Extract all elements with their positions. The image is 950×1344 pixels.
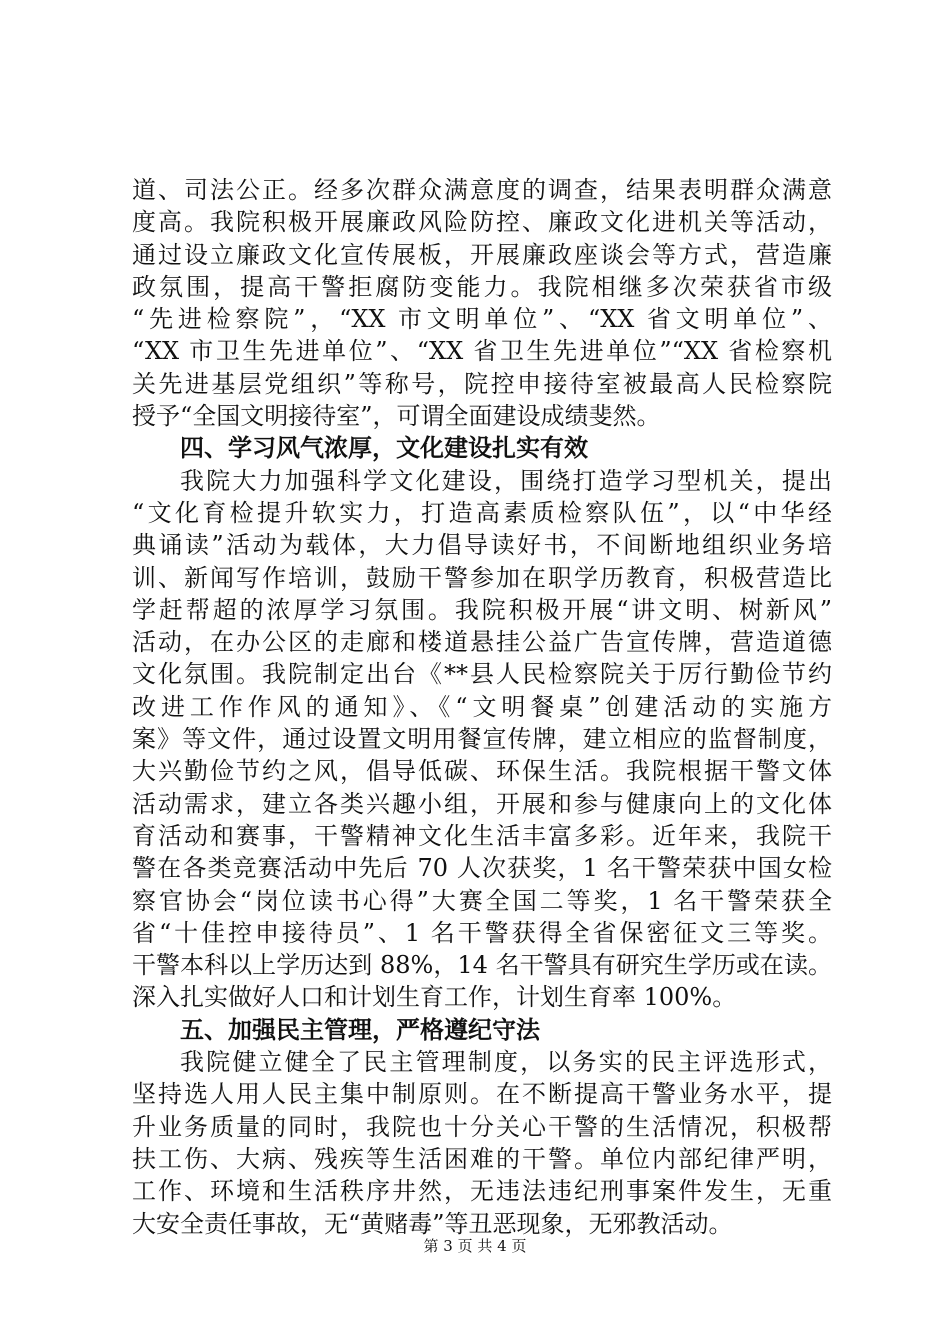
paragraph-line: 坚持选人用人民主集中制原则。在不断提高干警业务水平，提 xyxy=(132,1080,832,1109)
paragraph-line: 大安全责任事故，无“黄赌毒”等丑恶现象，无邪教活动。 xyxy=(132,1209,733,1238)
paragraph-line: 文化氛围。我院制定出台《**县人民检察院关于厉行勤俭节约 xyxy=(132,660,832,689)
paragraph-line: 训、新闻写作培训，鼓励干警参加在职学历教育，积极营造比 xyxy=(132,563,832,592)
paragraph-line: 活动，在办公区的走廊和楼道悬挂公益广告宣传牌，营造道德 xyxy=(132,628,832,657)
paragraph-line: 升业务质量的同时，我院也十分关心干警的生活情况，积极帮 xyxy=(132,1112,832,1141)
section-heading: 四、学习风气浓厚，文化建设扎实有效 xyxy=(180,433,588,463)
paragraph-line: 关先进基层党组织”等称号，院控申接待室被最高人民检察院 xyxy=(132,369,832,398)
paragraph-line: 大兴勤俭节约之风，倡导低碳、环保生活。我院根据干警文体 xyxy=(132,757,832,786)
paragraph-line: “先进检察院”，“XX 市文明单位”、“XX 省文明单位”、 xyxy=(132,305,832,334)
section-heading: 五、加强民主管理，严格遵纪守法 xyxy=(180,1014,540,1044)
paragraph-line: 扶工伤、大病、残疾等生活困难的干警。单位内部纪律严明， xyxy=(132,1144,832,1173)
paragraph-line: 干警本科以上学历达到 88%，14 名干警具有研究生学历或在读。 xyxy=(132,951,832,980)
paragraph-line: 育活动和赛事，干警精神文化生活丰富多彩。近年来，我院干 xyxy=(132,821,832,850)
paragraph-line: “文化育检提升软实力，打造高素质检察队伍”，以“中华经 xyxy=(132,498,832,527)
paragraph-line: 我院大力加强科学文化建设，围绕打造学习型机关，提出 xyxy=(180,466,832,495)
paragraph-line: 察官协会“岗位读书心得”大赛全国二等奖，1 名干警荣获全 xyxy=(132,886,832,915)
paragraph-line: 典诵读”活动为载体，大力倡导读好书，不间断地组织业务培 xyxy=(132,531,832,560)
paragraph-line: “XX 市卫生先进单位”、“XX 省卫生先进单位”“XX 省检察机 xyxy=(132,337,832,366)
paragraph-line: 度高。我院积极开展廉政风险防控、廉政文化进机关等活动， xyxy=(132,208,832,237)
paragraph-line: 授予“全国文明接待室”，可谓全面建设成绩斐然。 xyxy=(132,402,661,431)
paragraph-line: 工作、环境和生活秩序井然，无违法违纪刑事案件发生，无重 xyxy=(132,1177,832,1206)
paragraph-line: 活动需求，建立各类兴趣小组，开展和参与健康向上的文化体 xyxy=(132,789,832,818)
paragraph-line: 我院健立健全了民主管理制度，以务实的民主评选形式， xyxy=(180,1048,832,1077)
paragraph-line: 政氛围，提高干警拒腐防变能力。我院相继多次荣获省市级 xyxy=(132,272,832,301)
paragraph-line: 警在各类竞赛活动中先后 70 人次获奖，1 名干警荣获中国女检 xyxy=(132,854,832,883)
paragraph-line: 学赶帮超的浓厚学习氛围。我院积极开展“讲文明、树新风” xyxy=(132,595,832,624)
paragraph-line: 案》等文件，通过设置文明用餐宣传牌，建立相应的监督制度， xyxy=(132,725,832,754)
document-body xyxy=(132,174,832,1240)
page-footer: 第 3 页 共 4 页 xyxy=(423,1237,527,1255)
paragraph-line: 通过设立廉政文化宣传展板，开展廉政座谈会等方式，营造廉 xyxy=(132,240,832,269)
paragraph-line: 道、司法公正。经多次群众满意度的调查，结果表明群众满意 xyxy=(132,176,832,204)
paragraph-line: 深入扎实做好人口和计划生育工作，计划生育率 100%。 xyxy=(132,983,737,1012)
paragraph-line: 改进工作作风的通知》、《“文明餐桌”创建活动的实施方 xyxy=(132,692,832,721)
paragraph-line: 省“十佳控申接待员”、1 名干警获得全省保密征文三等奖。 xyxy=(132,918,832,947)
